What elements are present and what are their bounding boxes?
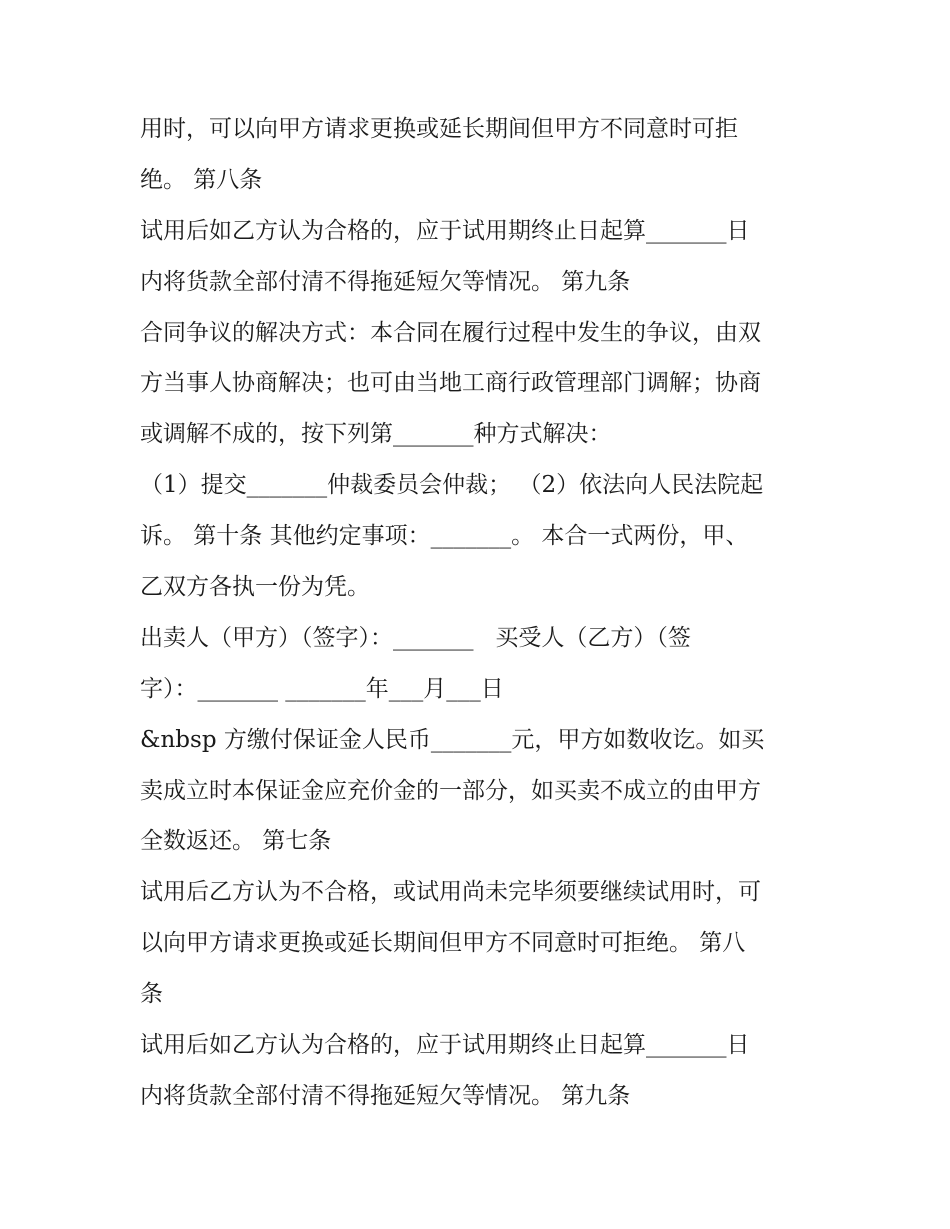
text-line: 内将货款全部付清不得拖延短欠等情况。 第九条 [140, 1082, 631, 1109]
document-body [140, 104, 820, 1122]
text-line: 卖成立时本保证金应充价金的一部分，如买卖不成立的由甲方 [140, 777, 761, 804]
text-line: 方当事人协商解决；也可由当地工商行政管理部门调解；协商 [140, 370, 761, 397]
text-line: 试用后如乙方认为合格的，应于试用期终止日起算_______日 [140, 217, 750, 244]
text-line: 字）：_______ _______年___月___日 [140, 675, 504, 702]
text-line: 或调解不成的，按下列第_______种方式解决： [140, 421, 612, 448]
text-line: 内将货款全部付清不得拖延短欠等情况。 第九条 [140, 268, 631, 295]
text-line: 试用后如乙方认为合格的，应于试用期终止日起算_______日 [140, 1032, 750, 1059]
text-line: 试用后乙方认为不合格，或试用尚未完毕须要继续试用时，可 [140, 879, 761, 906]
text-line: 合同争议的解决方式：本合同在履行过程中发生的争议，由双 [140, 319, 761, 346]
text-line: 条 [140, 981, 163, 1008]
text-line: 乙双方各执一份为凭。 [140, 574, 370, 601]
text-line: 诉。 第十条 其他约定事项：_______。 本合一式两份，甲、 [140, 523, 749, 550]
text-line: 出卖人（甲方）（签字）：_______ 买受人（乙方）（签 [140, 624, 691, 651]
text-line: 以向甲方请求更换或延长期间但甲方不同意时可拒绝。 第八 [140, 930, 746, 957]
text-line: 绝。 第八条 [140, 166, 263, 193]
text-line: （1）提交_______仲裁委员会仲裁； （2）依法向人民法院起 [140, 472, 764, 499]
text-line: &nbsp 方缴付保证金人民币_______元，甲方如数收讫。如买 [140, 726, 765, 753]
text-line: 全数返还。 第七条 [140, 828, 332, 855]
text-line: 用时，可以向甲方请求更换或延长期间但甲方不同意时可拒 [140, 116, 738, 142]
